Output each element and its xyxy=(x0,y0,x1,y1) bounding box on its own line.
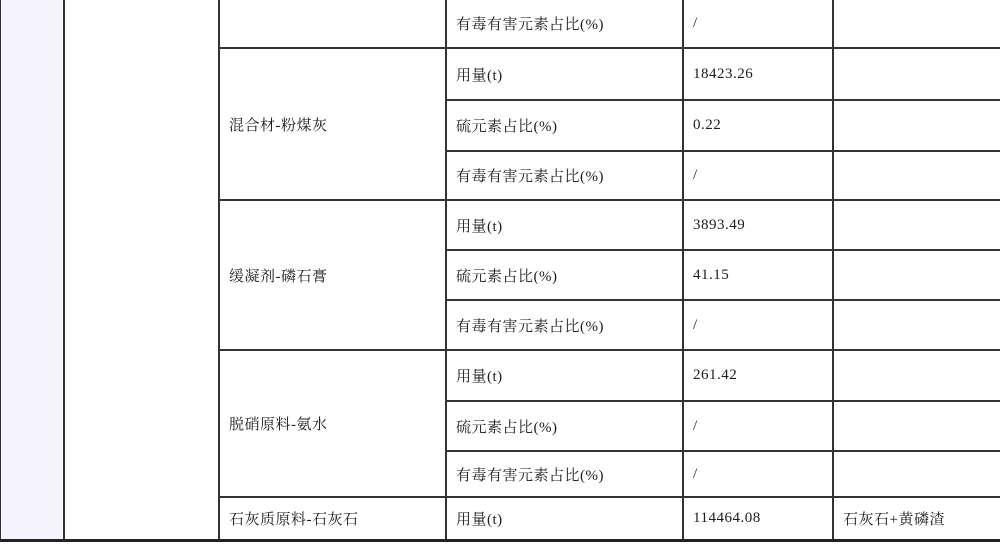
value-cell: 0.22 xyxy=(683,100,833,151)
remark-cell xyxy=(833,250,1000,300)
value-cell: 41.15 xyxy=(683,250,833,300)
property-cell: 有毒有害元素占比(%) xyxy=(446,451,683,497)
value-cell: / xyxy=(683,151,833,200)
remark-cell: 石灰石+黄磷渣 xyxy=(833,497,1000,540)
remark-cell xyxy=(833,151,1000,200)
value-cell: 18423.26 xyxy=(683,48,833,100)
material-cell xyxy=(219,0,446,48)
material-cell: 缓凝剂-磷石膏 xyxy=(219,200,446,350)
remark-cell xyxy=(833,451,1000,497)
value-cell: / xyxy=(683,300,833,350)
property-cell: 硫元素占比(%) xyxy=(446,401,683,451)
property-cell: 用量(t) xyxy=(446,497,683,540)
property-cell: 用量(t) xyxy=(446,350,683,401)
remark-cell xyxy=(833,401,1000,451)
merged-spacer-cell xyxy=(64,0,219,540)
material-cell: 石灰质原料-石灰石 xyxy=(219,497,446,540)
remark-cell xyxy=(833,0,1000,48)
value-cell: 3893.49 xyxy=(683,200,833,250)
table-row xyxy=(0,0,1000,48)
property-cell: 有毒有害元素占比(%) xyxy=(446,0,683,48)
remark-cell xyxy=(833,200,1000,250)
value-cell: 114464.08 xyxy=(683,497,833,540)
material-cell: 混合材-粉煤灰 xyxy=(219,48,446,200)
value-cell: / xyxy=(683,401,833,451)
property-cell: 有毒有害元素占比(%) xyxy=(446,300,683,350)
remark-cell xyxy=(833,48,1000,100)
property-cell: 硫元素占比(%) xyxy=(446,100,683,151)
material-cell: 脱硝原料-氨水 xyxy=(219,350,446,497)
value-cell: / xyxy=(683,0,833,48)
left-gutter-cell xyxy=(0,0,64,540)
remark-cell xyxy=(833,300,1000,350)
property-cell: 硫元素占比(%) xyxy=(446,250,683,300)
remark-cell xyxy=(833,100,1000,151)
value-cell: 261.42 xyxy=(683,350,833,401)
property-cell: 用量(t) xyxy=(446,200,683,250)
property-cell: 用量(t) xyxy=(446,48,683,100)
remark-cell xyxy=(833,350,1000,401)
value-cell: / xyxy=(683,451,833,497)
property-cell: 有毒有害元素占比(%) xyxy=(446,151,683,200)
